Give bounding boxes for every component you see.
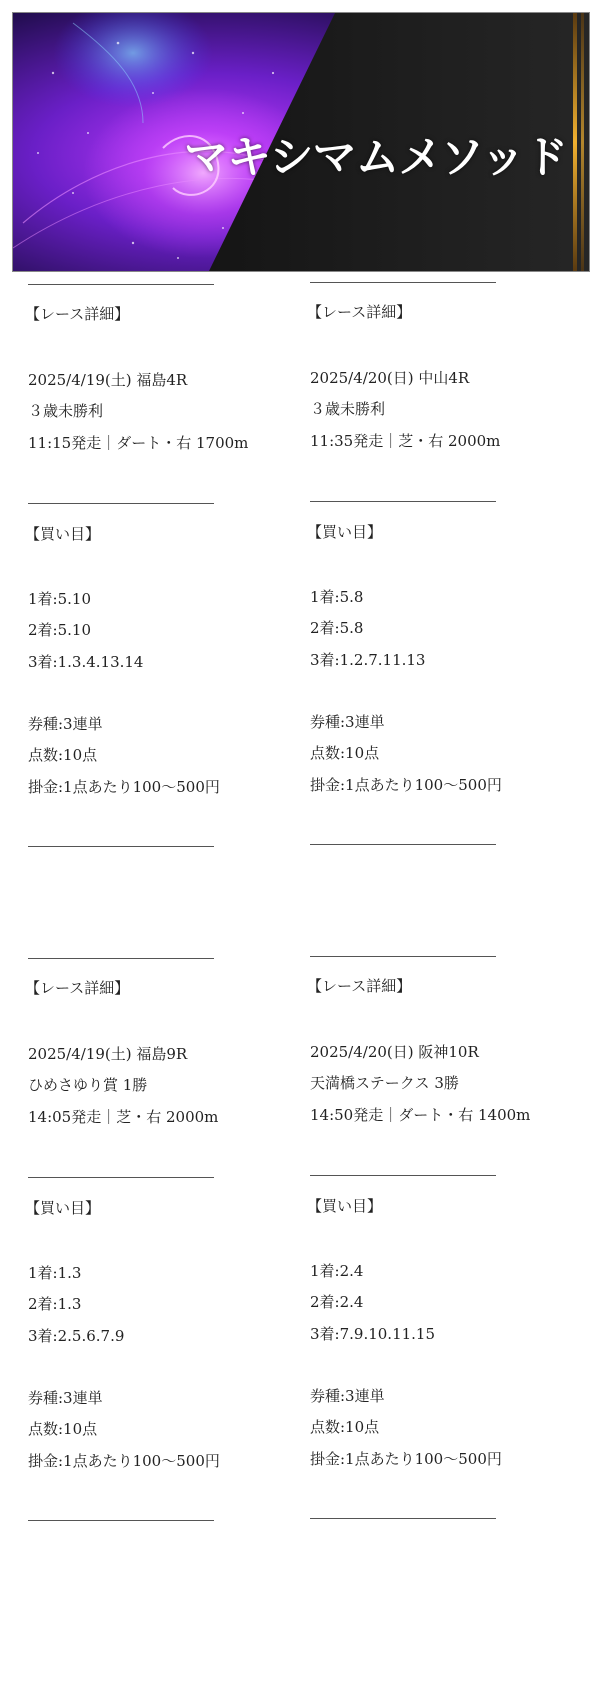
bet-stake: 掛金:1点あたり100～500円 <box>28 778 220 796</box>
divider <box>310 1175 496 1176</box>
race-date-venue: 2025/4/19(土) 福島9R <box>28 1045 188 1063</box>
bet-first: 1着:5.8 <box>310 588 364 606</box>
divider <box>28 503 214 504</box>
race-name: 天満橋ステークス 3勝 <box>310 1074 459 1092</box>
divider <box>28 846 214 847</box>
race-detail-heading: 【レース詳細】 <box>307 303 412 321</box>
race-start-info: 11:15発走｜ダート・右 1700m <box>28 434 249 452</box>
bet-stake: 掛金:1点あたり100～500円 <box>310 776 502 794</box>
bet-stake: 掛金:1点あたり100～500円 <box>28 1452 220 1470</box>
divider <box>310 501 496 502</box>
divider <box>310 282 496 283</box>
race-date-venue: 2025/4/19(土) 福島4R <box>28 371 188 389</box>
race-name: ３歳未勝利 <box>310 400 386 418</box>
bets-heading: 【買い目】 <box>307 523 383 541</box>
bet-second: 2着:5.10 <box>28 621 91 639</box>
race-start-info: 14:05発走｜芝・右 2000m <box>28 1108 219 1126</box>
bet-points: 点数:10点 <box>28 746 98 764</box>
divider <box>28 1177 214 1178</box>
bet-third: 3着:2.5.6.7.9 <box>28 1327 125 1345</box>
bet-stake: 掛金:1点あたり100～500円 <box>310 1450 502 1468</box>
race-detail-heading: 【レース詳細】 <box>307 977 412 995</box>
race-name: ひめさゆり賞 1勝 <box>28 1076 148 1094</box>
bet-points: 点数:10点 <box>28 1420 98 1438</box>
bet-points: 点数:10点 <box>310 1418 380 1436</box>
divider <box>28 284 214 285</box>
bet-first: 1着:5.10 <box>28 590 91 608</box>
bet-second: 2着:2.4 <box>310 1293 364 1311</box>
divider <box>310 956 496 957</box>
race-start-info: 11:35発走｜芝・右 2000m <box>310 432 501 450</box>
bet-first: 1着:1.3 <box>28 1264 82 1282</box>
divider <box>310 1518 496 1519</box>
divider <box>28 1520 214 1521</box>
race-date-venue: 2025/4/20(日) 阪神10R <box>310 1043 479 1061</box>
bet-points: 点数:10点 <box>310 744 380 762</box>
bet-third: 3着:1.3.4.13.14 <box>28 653 144 671</box>
ticket-type: 券種:3連単 <box>28 1389 103 1407</box>
banner-title: マキシマムメソッド <box>183 132 567 183</box>
bet-second: 2着:5.8 <box>310 619 364 637</box>
divider <box>310 844 496 845</box>
ticket-type: 券種:3連単 <box>310 1387 385 1405</box>
ticket-type: 券種:3連単 <box>310 713 385 731</box>
race-name: ３歳未勝利 <box>28 402 104 420</box>
bet-third: 3着:1.2.7.11.13 <box>310 651 426 669</box>
race-start-info: 14:50発走｜ダート・右 1400m <box>310 1106 531 1124</box>
ticket-type: 券種:3連単 <box>28 715 103 733</box>
bet-first: 1着:2.4 <box>310 1262 364 1280</box>
header-banner <box>12 12 590 272</box>
bet-third: 3着:7.9.10.11.15 <box>310 1325 436 1343</box>
divider <box>28 958 214 959</box>
bet-second: 2着:1.3 <box>28 1295 82 1313</box>
race-date-venue: 2025/4/20(日) 中山4R <box>310 369 470 387</box>
bets-heading: 【買い目】 <box>25 1199 101 1217</box>
bets-heading: 【買い目】 <box>307 1197 383 1215</box>
race-detail-heading: 【レース詳細】 <box>25 979 130 997</box>
race-detail-heading: 【レース詳細】 <box>25 305 130 323</box>
bets-heading: 【買い目】 <box>25 525 101 543</box>
